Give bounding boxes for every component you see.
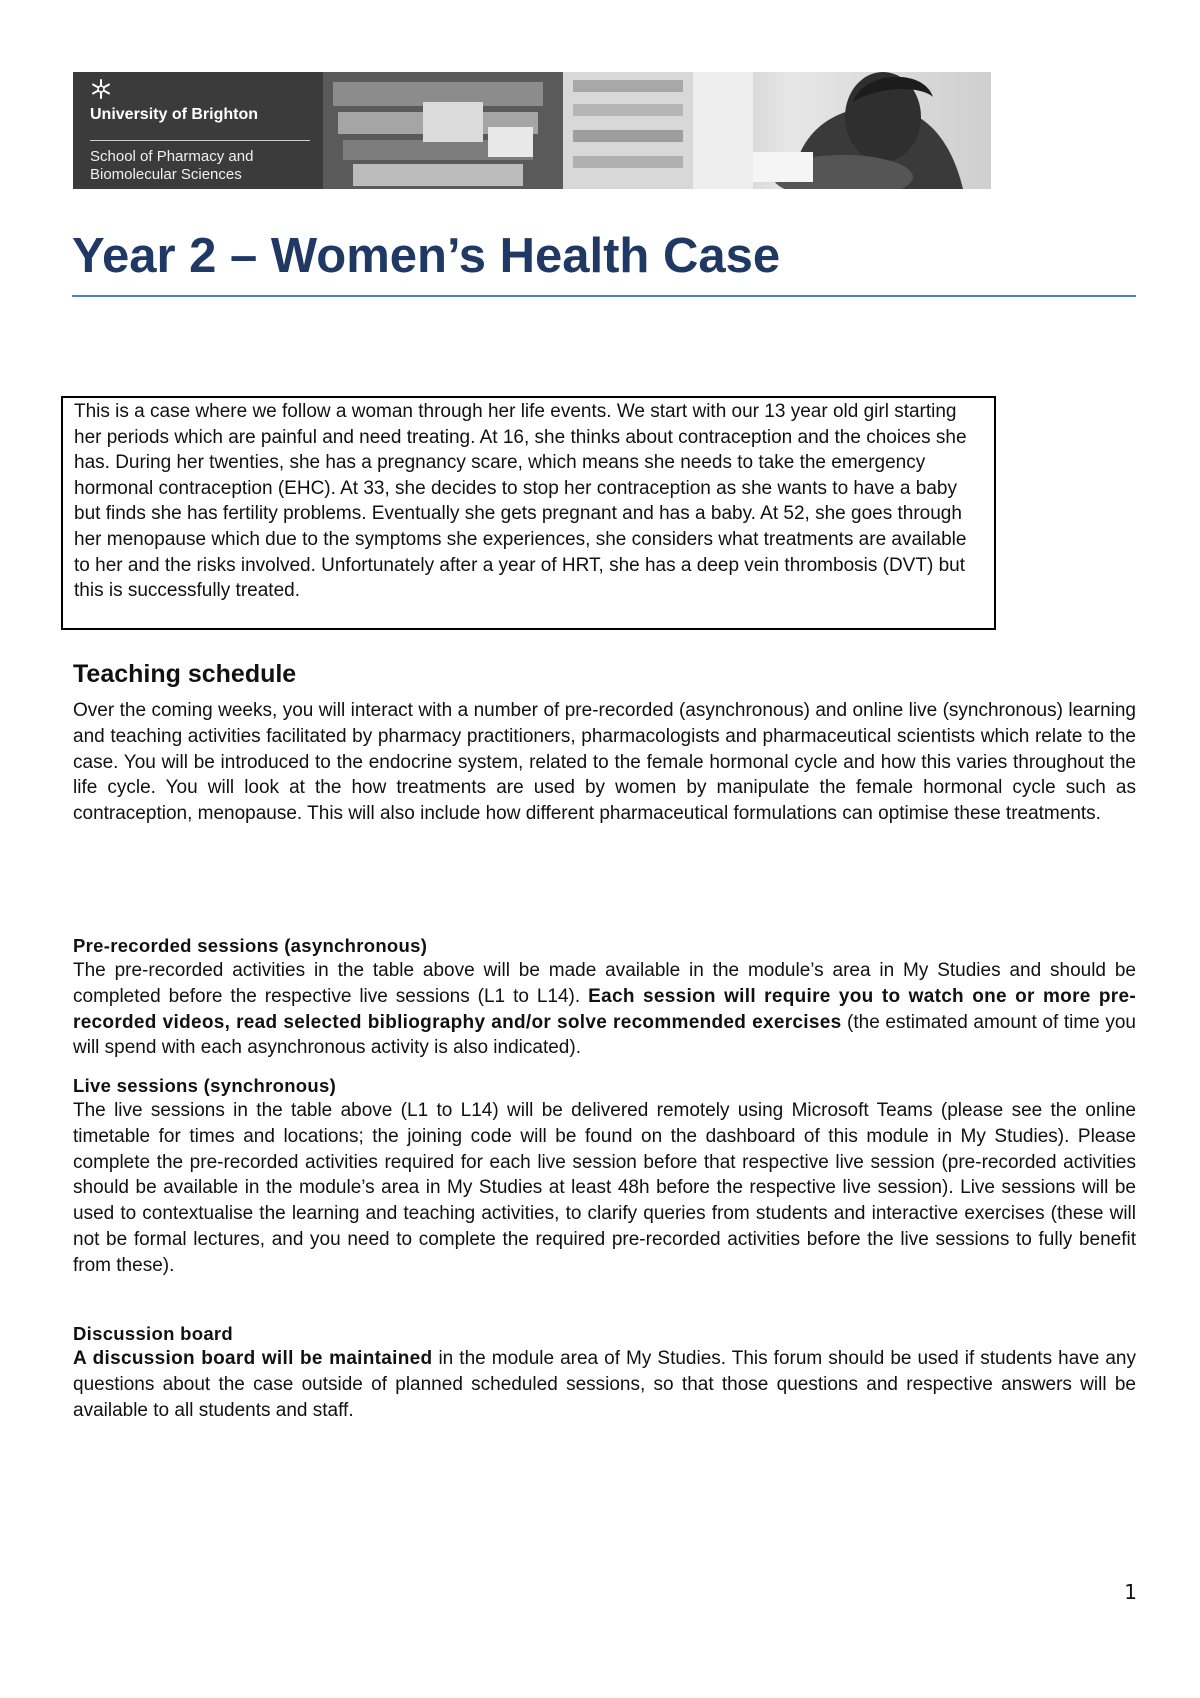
banner-divider — [90, 140, 310, 141]
discussion-text: in the module area of My Studies. This forum should be used if students have any questions about the case outside of planned scheduled sessions, so that those questions and respective answers will be available to all students and staff. — [73, 1348, 1136, 1421]
title-underline — [72, 295, 1136, 297]
live-sessions-text: The live sessions in the table above (L1 to L14) will be delivered remotely using Microsoft Teams (please see the online timetable for times and locations; the joining code will be found on the dashboard of this module in My Studies). Please complete the pre-recorded activities required for each live session before that respective live session (pre-recorded activities should be available in the module’s area in My Studies at least 48h before the respective live session). Live sessions will be used to contextualise the learning and teaching activities, to clarify queries from students and interactive exercises (these will not be formal lectures, and you need to complete the required pre-recorded activities before the live sessions to fully benefit from these). — [73, 1100, 1136, 1276]
discussion-bold: A discussion board will be maintained — [73, 1348, 433, 1369]
prerecorded-text-1: The pre-recorded activities in the table above will be made available in the module’s area in My Studies and should be completed before the respective live sessions (L1 to L14). — [73, 960, 1136, 1007]
teaching-schedule-intro: Over the coming weeks, you will interact with a number of pre-recorded (asynchronous) and online live (synchronous) learning and teaching activities facilitated by pharmacy practitioners, pharmacologists and pharmaceutical scientists which relate to the case. You will be introduced to the endocrine system, related to the female hormonal cycle and how this varies throughout the life cycle. You will look at the how treatments are used by women by manipulate the female hormonal cycle such as contraception, menopause. This will also include how different pharmaceutical formulations can optimise these treatments. — [73, 700, 1136, 825]
banner-branding — [73, 72, 323, 189]
teaching-schedule-heading: Teaching schedule — [73, 660, 297, 688]
university-name: University of Brighton — [90, 106, 259, 123]
header-banner — [73, 72, 991, 189]
pharmacy-photo — [323, 72, 991, 189]
discussion-heading: Discussion board — [73, 1323, 234, 1344]
prerecorded-bold: Each session will require you to watch one or more pre-recorded videos, read selected bibliography and/or solve recommended exercises — [73, 985, 1136, 1033]
prerecorded-heading: Pre-recorded sessions (asynchronous) — [73, 935, 428, 956]
prerecorded-text-2: (the estimated amount of time you will spend with each asynchronous activity is also indicated). — [73, 1011, 1136, 1059]
page-title: Year 2 – Women’s Health Case — [72, 229, 781, 283]
discussion-paragraph — [73, 1346, 1136, 1423]
page-number: 1 — [1124, 1580, 1137, 1604]
case-summary-box — [61, 396, 996, 630]
live-sessions-heading: Live sessions (synchronous) — [73, 1075, 337, 1096]
school-name: School of Pharmacy and Biomolecular Sciences — [90, 148, 254, 183]
prerecorded-paragraph — [73, 958, 1136, 1061]
case-summary-text: This is a case where we follow a woman through her life events. We start with our 13 year old girl starting her periods which are painful and need treating. At 16, she thinks about contraception and the choices she has. During her twenties, she has a pregnancy scare, which means she needs to take the emergency hormonal contraception (EHC). At 33, she decides to stop her contraception as she wants to have a baby but finds she has fertility problems. Eventually she gets pregnant and has a baby. At 52, she goes through her menopause which due to the symptoms she experiences, she considers what treatments are available to her and the risks involved. Unfortunately after a year of HRT, she has a deep vein thrombosis (DVT) but this is successfully treated. — [74, 401, 967, 602]
star-logo-icon — [90, 78, 112, 100]
